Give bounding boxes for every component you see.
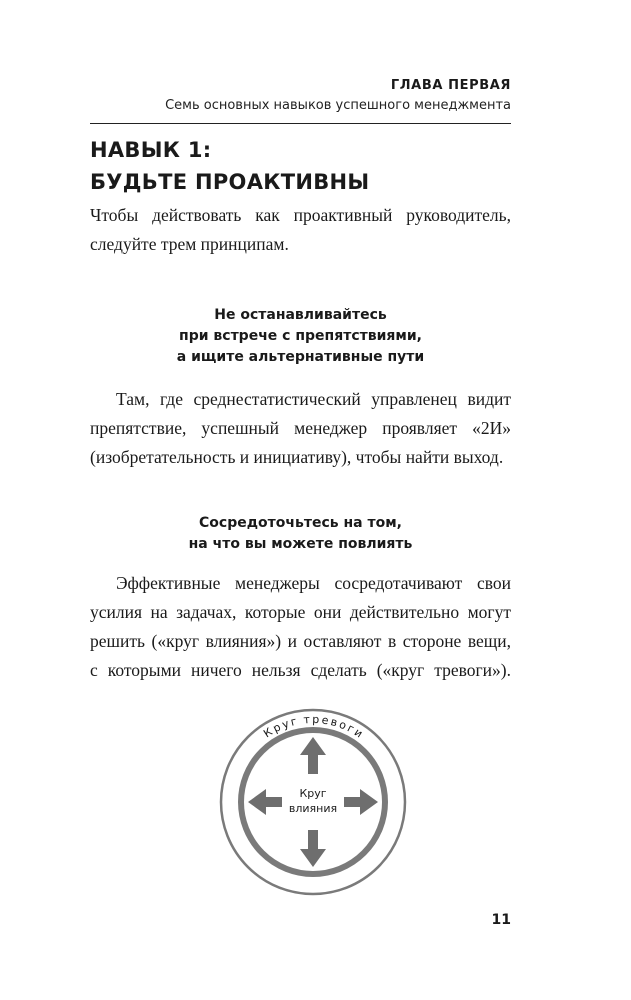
principle-2-heading-line: на что вы можете повлиять [188,536,413,552]
arrow-down-icon [300,830,326,867]
principle-2-line: решить («круг влияния») и оставляют в стороне вещи, [90,631,511,651]
intro-line: следуйте трем принципам. [90,234,289,254]
section-title-line-1: НАВЫК 1: [90,138,212,162]
running-head [90,76,511,116]
principle-2-paragraph [90,569,511,685]
arrow-right-icon [344,789,378,815]
principle-1-line: препятствие, успешный менеджер проявляет «2И» [90,418,511,438]
section-title-line-2: БУДЬТЕ ПРОАКТИВНЫ [90,170,370,194]
chapter-title: ГЛАВА ПЕРВАЯ [390,78,511,93]
intro-line: Чтобы действовать как проактивный руководитель, [90,205,511,225]
principle-2-heading-line: Сосредоточьтесь на том, [199,515,402,531]
principle-2-line: усилия на задачах, которые они действительно могут [90,602,511,622]
principle-2-line: Эффективные менеджеры сосредотачивают свои [116,573,511,593]
circles-diagram [218,707,408,897]
inner-label-line-2: влияния [288,802,338,815]
section-title [90,134,511,198]
principle-1-heading-line: Не останавливайтесь [214,307,387,323]
principle-1-line: Там, где среднестатистический управленец видит [116,389,511,409]
principle-1-heading-line: при встрече с препятствиями, [179,328,422,344]
chapter-subtitle: Семь основных навыков успешного менеджмента [165,98,511,113]
arrow-up-icon [300,737,326,774]
principle-1-heading [90,305,511,368]
principle-1-paragraph [90,385,511,472]
principle-1-heading-line: а ищите альтернативные пути [176,349,425,365]
principle-2-heading [90,513,511,555]
principle-1-line: (изобретательность и инициативу), чтобы найти выход. [90,447,504,467]
outer-circle-label: Круг тревоги [261,712,365,741]
principle-2-line: с которыми ничего нельзя сделать («круг тревоги»). [90,660,511,680]
header-rule [90,123,511,124]
inner-label-line-1: Круг [299,787,327,800]
intro-paragraph [90,201,511,259]
arrow-left-icon [248,789,282,815]
page-number: 11 [491,912,511,928]
